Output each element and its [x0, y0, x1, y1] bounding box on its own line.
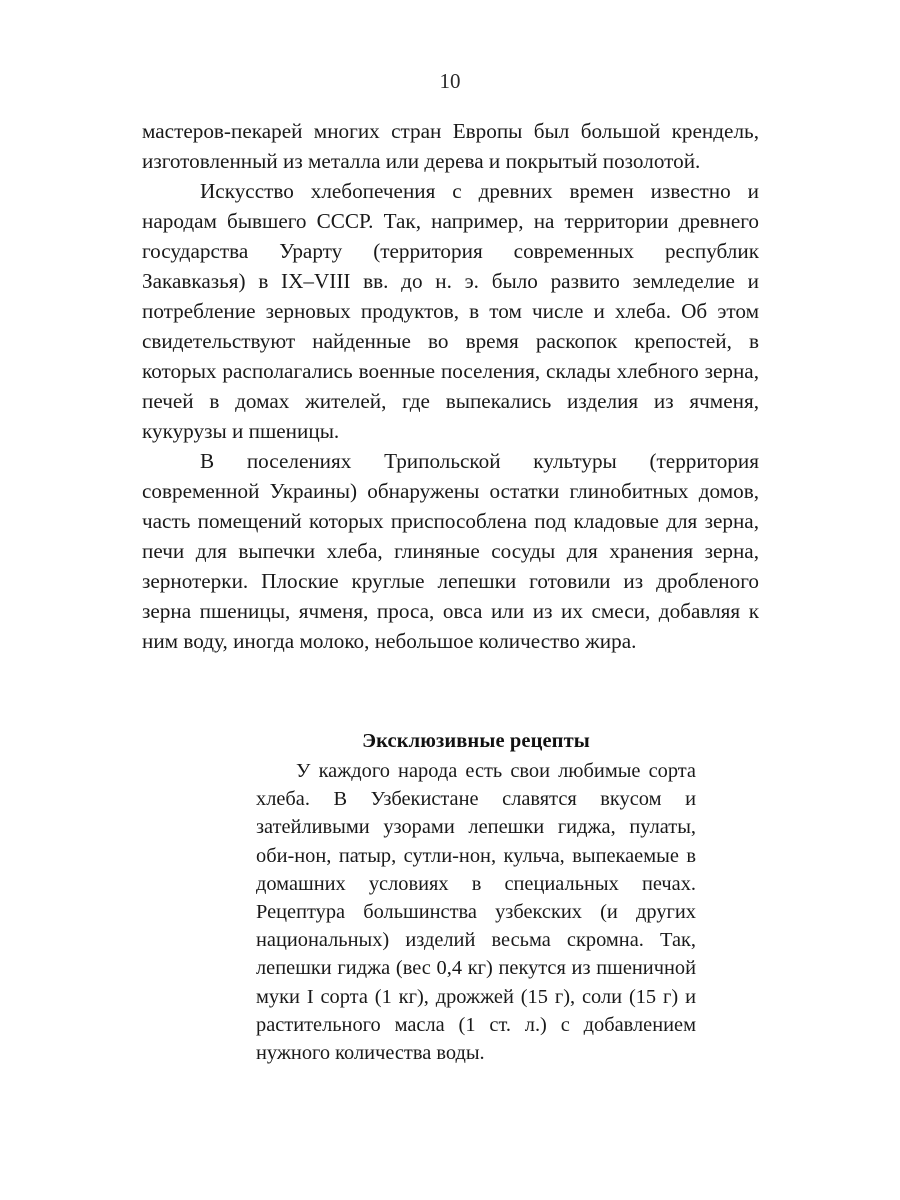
paragraph: В поселениях Трипольской культуры (территория современной Украины) обнаружены остатки глинобитных домов, часть помещений которых приспособлена под кладовые для зерна, печи для выпечки хлеба, глиняные сосуды для хранения зерна, зернотерки. Плоские круглые лепешки готовили из дробленого зерна пшеницы, ячменя, проса, овса или из их смеси, добавляя к ним воду, иногда молоко, небольшое количество жира. [142, 449, 759, 653]
section-heading: Эксклюзивные рецепты [362, 730, 590, 752]
section-text-block [256, 757, 696, 1067]
page-number: 10 [439, 69, 461, 93]
paragraph-continuation: мастеров-пекарей многих стран Европы был большой крендель, изготовленный из металла или дерева и покрытый позолотой. [142, 119, 759, 173]
paragraph: Искусство хлебопечения с древних времен известно и народам бывшего СССР. Так, например, на территории древнего государства Урарту (территория современных республик Закавказья) в IX–VIII вв. до н. э. было развито земледелие и потребление зерновых продуктов, в том числе и хлеба. Об этом свидетельствуют найденные во время раскопок крепостей, в которых располагались военные поселения, склады хлебного зерна, печей в домах жителей, где выпекались изделия из ячменя, кукурузы и пшеницы. [142, 179, 759, 443]
main-text-block [142, 116, 759, 656]
exclusive-recipes-section [256, 726, 696, 1067]
paragraph: У каждого народа есть свои любимые сорта хлеба. В Узбекистане славятся вкусом и затейливыми узорами лепешки гиджа, пулаты, оби-нон, патыр, сутли-нон, кульча, выпекаемые в домашних условиях в специальных печах. Рецептура большинства узбекских (и других национальных) изделий весьма скромна. Так, лепешки гиджа (вес 0,4 кг) пекутся из пшеничной муки I сорта (1 кг), дрожжей (15 г), соли (15 г) и растительного масла (1 ст. л.) с добавлением нужного количества воды. [256, 760, 696, 1065]
